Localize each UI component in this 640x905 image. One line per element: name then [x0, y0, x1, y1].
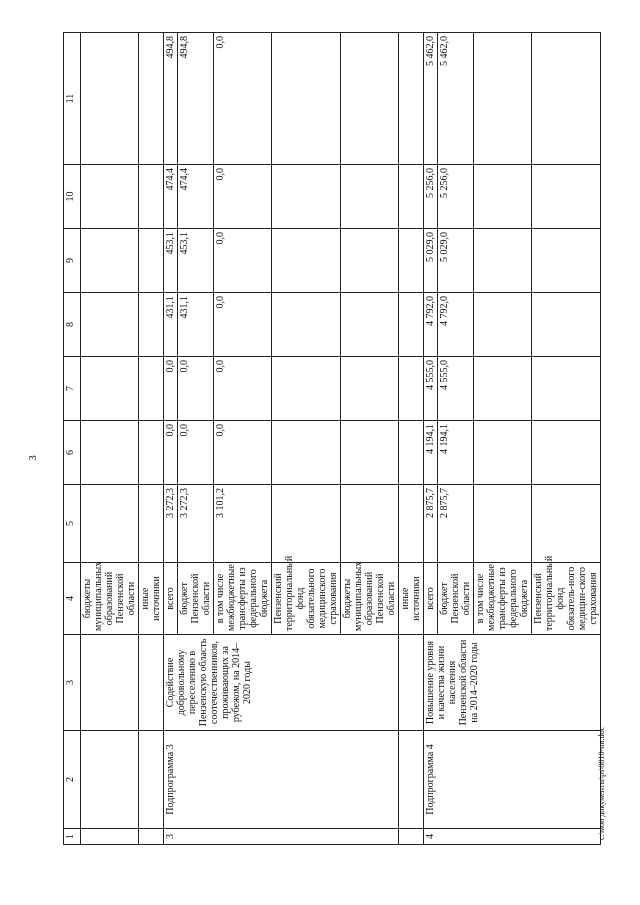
column-header-1: 1 [64, 829, 81, 845]
cell-empty [139, 731, 164, 829]
column-header-3: 3 [64, 635, 81, 731]
value-cell [474, 421, 532, 485]
value-cell [399, 357, 424, 421]
table-row [139, 33, 164, 845]
value-cell [532, 165, 601, 229]
subprogram-name: Подпрограмма 3 [164, 731, 399, 829]
value-cell: 5 029,0 [438, 229, 474, 293]
cell-empty [81, 829, 139, 845]
value-cell [399, 293, 424, 357]
subprogram-number: 3 [164, 829, 399, 845]
funding-source: иные источники [139, 563, 164, 635]
value-cell [532, 229, 601, 293]
value-cell [341, 357, 399, 421]
value-cell: 494,8 [178, 33, 214, 165]
subprogram-number: 4 [424, 829, 601, 845]
table-row [424, 33, 438, 845]
value-cell [272, 33, 341, 165]
value-cell [272, 293, 341, 357]
value-cell [474, 165, 532, 229]
cell-empty [81, 421, 139, 485]
value-cell [341, 485, 399, 563]
value-cell [139, 421, 164, 485]
value-cell [272, 229, 341, 293]
value-cell: 453,1 [164, 229, 178, 293]
funding-source: Пензенский территориальный фонд обязательного медицинского страхования [272, 563, 341, 635]
value-cell: 0,0 [214, 229, 272, 293]
funding-source: всего [424, 563, 438, 635]
cell-empty [81, 635, 139, 731]
column-header-9: 9 [64, 229, 81, 293]
value-cell: 3 272,3 [164, 485, 178, 563]
value-cell: 431,1 [178, 293, 214, 357]
table-row [164, 33, 178, 845]
column-header-5: 5 [64, 485, 81, 563]
subprogram-name: Подпрограмма 4 [424, 731, 601, 829]
cell-empty [139, 829, 164, 845]
column-header-10: 10 [64, 165, 81, 229]
value-cell [474, 229, 532, 293]
value-cell: 0,0 [214, 33, 272, 165]
cell-empty [81, 293, 139, 357]
value-cell [399, 485, 424, 563]
column-header-11: 11 [64, 33, 81, 165]
footer-file-path: с:\мои документы\ps\0810-ни.doc [597, 726, 606, 840]
column-header-8: 8 [64, 293, 81, 357]
value-cell [399, 421, 424, 485]
value-cell [272, 421, 341, 485]
cell-empty [81, 357, 139, 421]
value-cell: 474,4 [178, 165, 214, 229]
value-cell: 453,1 [178, 229, 214, 293]
cell-empty [81, 165, 139, 229]
cell-empty [399, 731, 424, 829]
value-cell: 2 875,7 [438, 485, 474, 563]
value-cell [341, 33, 399, 165]
budget-table [63, 32, 601, 845]
column-header-4: 4 [64, 563, 81, 635]
value-cell: 0,0 [214, 357, 272, 421]
value-cell: 494,8 [164, 33, 178, 165]
value-cell [272, 485, 341, 563]
value-cell: 0,0 [214, 165, 272, 229]
value-cell: 0,0 [178, 357, 214, 421]
value-cell: 4 555,0 [438, 357, 474, 421]
value-cell [341, 229, 399, 293]
cell-empty [81, 485, 139, 563]
value-cell: 474,4 [164, 165, 178, 229]
value-cell: 4 792,0 [424, 293, 438, 357]
value-cell: 5 256,0 [438, 165, 474, 229]
value-cell [474, 293, 532, 357]
funding-source: в том числе межбюджетные трансферты из федерального бюджета [474, 563, 532, 635]
value-cell [532, 357, 601, 421]
value-cell [474, 357, 532, 421]
funding-source: бюджет Пензенской области [438, 563, 474, 635]
value-cell: 4 792,0 [438, 293, 474, 357]
funding-source: бюджет Пензенской области [178, 563, 214, 635]
page-number: 3 [26, 455, 39, 461]
value-cell [474, 485, 532, 563]
value-cell [139, 357, 164, 421]
table-row [399, 33, 424, 845]
value-cell: 5 462,0 [424, 33, 438, 165]
value-cell: 0,0 [178, 421, 214, 485]
value-cell [532, 421, 601, 485]
funding-source: бюджеты муниципальных образований Пензенской области [81, 563, 139, 635]
subprogram-description: Повышение уровня и качества жизни населения Пензенской области на 2014–2020 годы [424, 635, 601, 731]
rotated-table-area [63, 33, 618, 845]
value-cell [399, 165, 424, 229]
value-cell [399, 33, 424, 165]
value-cell: 3 272,3 [178, 485, 214, 563]
value-cell [532, 33, 601, 165]
value-cell [399, 229, 424, 293]
value-cell: 0,0 [214, 421, 272, 485]
cell-empty [399, 829, 424, 845]
value-cell [341, 165, 399, 229]
column-header-2: 2 [64, 731, 81, 829]
value-cell: 431,1 [164, 293, 178, 357]
funding-source: всего [164, 563, 178, 635]
column-number-row [64, 33, 81, 845]
value-cell [341, 293, 399, 357]
value-cell: 0,0 [164, 357, 178, 421]
value-cell [139, 485, 164, 563]
value-cell [272, 165, 341, 229]
funding-source: бюджеты муниципальных образований Пензенской области [341, 563, 399, 635]
value-cell [272, 357, 341, 421]
cell-empty [399, 635, 424, 731]
value-cell: 2 875,7 [424, 485, 438, 563]
cell-empty [139, 635, 164, 731]
table-body [81, 33, 601, 845]
value-cell: 5 256,0 [424, 165, 438, 229]
value-cell [341, 421, 399, 485]
subprogram-description: Содействие добровольному переселению в Пензенскую область соотечественников, проживающих за рубежом, на 2014–2020 годы [164, 635, 399, 731]
value-cell [139, 229, 164, 293]
value-cell: 5 462,0 [438, 33, 474, 165]
value-cell [474, 33, 532, 165]
cell-empty [81, 731, 139, 829]
value-cell: 4 194,1 [438, 421, 474, 485]
value-cell [139, 293, 164, 357]
value-cell [532, 485, 601, 563]
rotated-table-block [63, 33, 618, 845]
value-cell [139, 165, 164, 229]
funding-source: Пензенский территориальный фонд обязатель-ного медицин-ского страхования [532, 563, 601, 635]
value-cell [139, 33, 164, 165]
value-cell: 0,0 [214, 293, 272, 357]
cell-empty [81, 229, 139, 293]
column-header-6: 6 [64, 421, 81, 485]
value-cell: 4 194,1 [424, 421, 438, 485]
cell-empty [81, 33, 139, 165]
value-cell [532, 293, 601, 357]
funding-source: иные источники [399, 563, 424, 635]
value-cell: 0,0 [164, 421, 178, 485]
value-cell: 3 101,2 [214, 485, 272, 563]
value-cell: 5 029,0 [424, 229, 438, 293]
funding-source: в том числе межбюджетные трансферты из федерального бюджета [214, 563, 272, 635]
column-header-7: 7 [64, 357, 81, 421]
continuation-row [81, 33, 139, 845]
value-cell: 4 555,0 [424, 357, 438, 421]
